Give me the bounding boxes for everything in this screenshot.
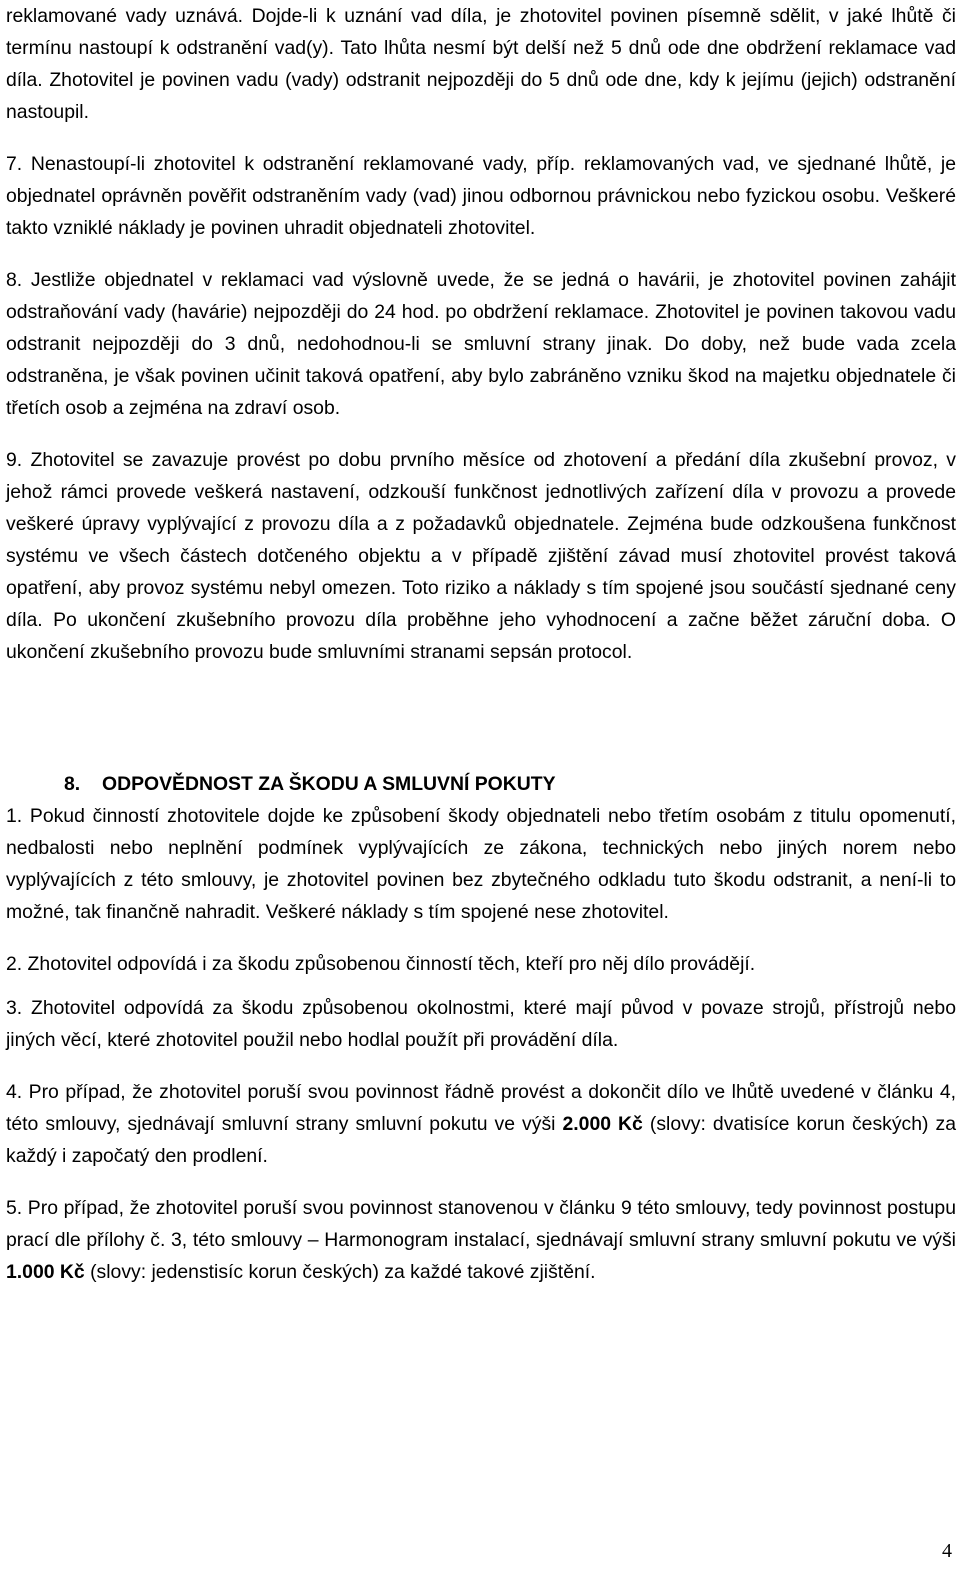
paragraph-5-text-end: (slovy: jedenstisíc korun českých) za každé takové zjištění.	[84, 1261, 596, 1283]
paragraph-6-continuation: reklamované vady uznává. Dojde-li k uznání vad díla, je zhotovitel povinen písemně sdělit, v jaké lhůtě či termínu nastoupí k odstranění vad(y). Tato lhůta nesmí být delší než 5 dnů ode dne obdržení reklamace vad díla. Zhotovitel je povinen vadu (vady) odstranit nejpozději do 5 dnů ode dne, kdy k jejímu (jejich) odstranění nastoupil.	[6, 5, 956, 123]
penalty-amount-schedule: 1.000 Kč	[6, 1261, 85, 1283]
section-heading	[6, 768, 956, 800]
section-paragraph-1: 1. Pokud činností zhotovitele dojde ke způsobení škody objednateli nebo třetím osobám z titulu opomenutí, nedbalosti nebo neplnění podmínek vyplývajících ze zákona, technických nebo jiných norem nebo vyplývajících z této smlouvy, je zhotovitel povinen bez zbytečného odkladu tuto škodu odstranit, a není-li to možné, tak finančně nahradit. Veškeré náklady s tím spojené nese zhotovitel.	[6, 805, 956, 923]
section-paragraph-3: 3. Zhotovitel odpovídá za škodu způsobenou okolnostmi, které mají původ v povaze strojů, přístrojů nebo jiných věcí, které zhotovitel použil nebo hodlal použít při provádění díla.	[6, 997, 956, 1051]
page-number: 4	[942, 1540, 952, 1562]
paragraph-5-text: 5. Pro případ, že zhotovitel poruší svou povinnost stanovenou v článku 9 této smlouvy, tedy povinnost postupu prací dle přílohy č. 3, této smlouvy – Harmonogram instalací, sjednávají smluvní strany smluvní pokutu ve výši	[6, 1197, 956, 1251]
paragraph-7: 7. Nenastoupí-li zhotovitel k odstranění reklamované vady, příp. reklamovaných vad, ve sjednané lhůtě, je objednatel oprávněn pověřit odstraněním vady (vad) jinou odbornou právnickou nebo fyzickou osobu. Veškeré takto vzniklé náklady je povinen uhradit objednateli zhotovitel.	[6, 153, 956, 239]
paragraph-8: 8. Jestliže objednatel v reklamaci vad výslovně uvede, že se jedná o havárii, je zhotovitel povinen zahájit odstraňování vady (havárie) nejpozději do 24 hod. po obdržení reklamace. Zhotovitel je povinen takovou vadu odstranit nejpozději do 3 dnů, nedohodnou-li se smluvní strany jinak. Do doby, než bude vada zcela odstraněna, je však povinen učinit taková opatření, aby bylo zabráněno vzniku škod na majetku objednatele či třetích osob a zejména na zdraví osob.	[6, 269, 956, 419]
document-page	[6, 0, 956, 1288]
paragraph-4-text: 4. Pro případ, že zhotovitel poruší svou povinnost řádně provést a dokončit dílo ve lhůtě uvedené v článku 4, této smlouvy, sjednávají smluvní strany smluvní pokutu ve výši	[6, 1081, 956, 1135]
paragraph-9: 9. Zhotovitel se zavazuje provést po dobu prvního měsíce od zhotovení a předání díla zkušební provoz, v jehož rámci provede veškerá nastavení, odzkouší funkčnost jednotlivých zařízení díla v provozu a provede veškeré úpravy vyplývající z provozu díla a z požadavků objednatele. Zejména bude odzkoušena funkčnost systému ve všech částech dotčeného objektu a v případě zjištění závad musí zhotovitel provést taková opatření, aby provoz systému nebyl omezen. Toto riziko a náklady s tím spojené jsou součástí sjednané ceny díla. Po ukončení zkušebního provozu díla proběhne jeho vyhodnocení a začne běžet záruční doba. O ukončení zkušebního provozu bude smluvními stranami sepsán protocol.	[6, 449, 956, 663]
section-title: ODPOVĚDNOST ZA ŠKODU A SMLUVNÍ POKUTY	[102, 773, 556, 795]
section-paragraph-2: 2. Zhotovitel odpovídá i za škodu způsobenou činností těch, kteří pro něj dílo provádějí.	[6, 953, 756, 975]
penalty-amount-delay: 2.000 Kč	[562, 1113, 643, 1135]
section-paragraph-5	[6, 1192, 956, 1288]
paragraph-4-text-end: (slovy: dvatisíce korun českých) za každý i započatý den prodlení.	[6, 1113, 956, 1167]
section-paragraph-4	[6, 1076, 956, 1172]
section-number: 8.	[64, 773, 81, 795]
